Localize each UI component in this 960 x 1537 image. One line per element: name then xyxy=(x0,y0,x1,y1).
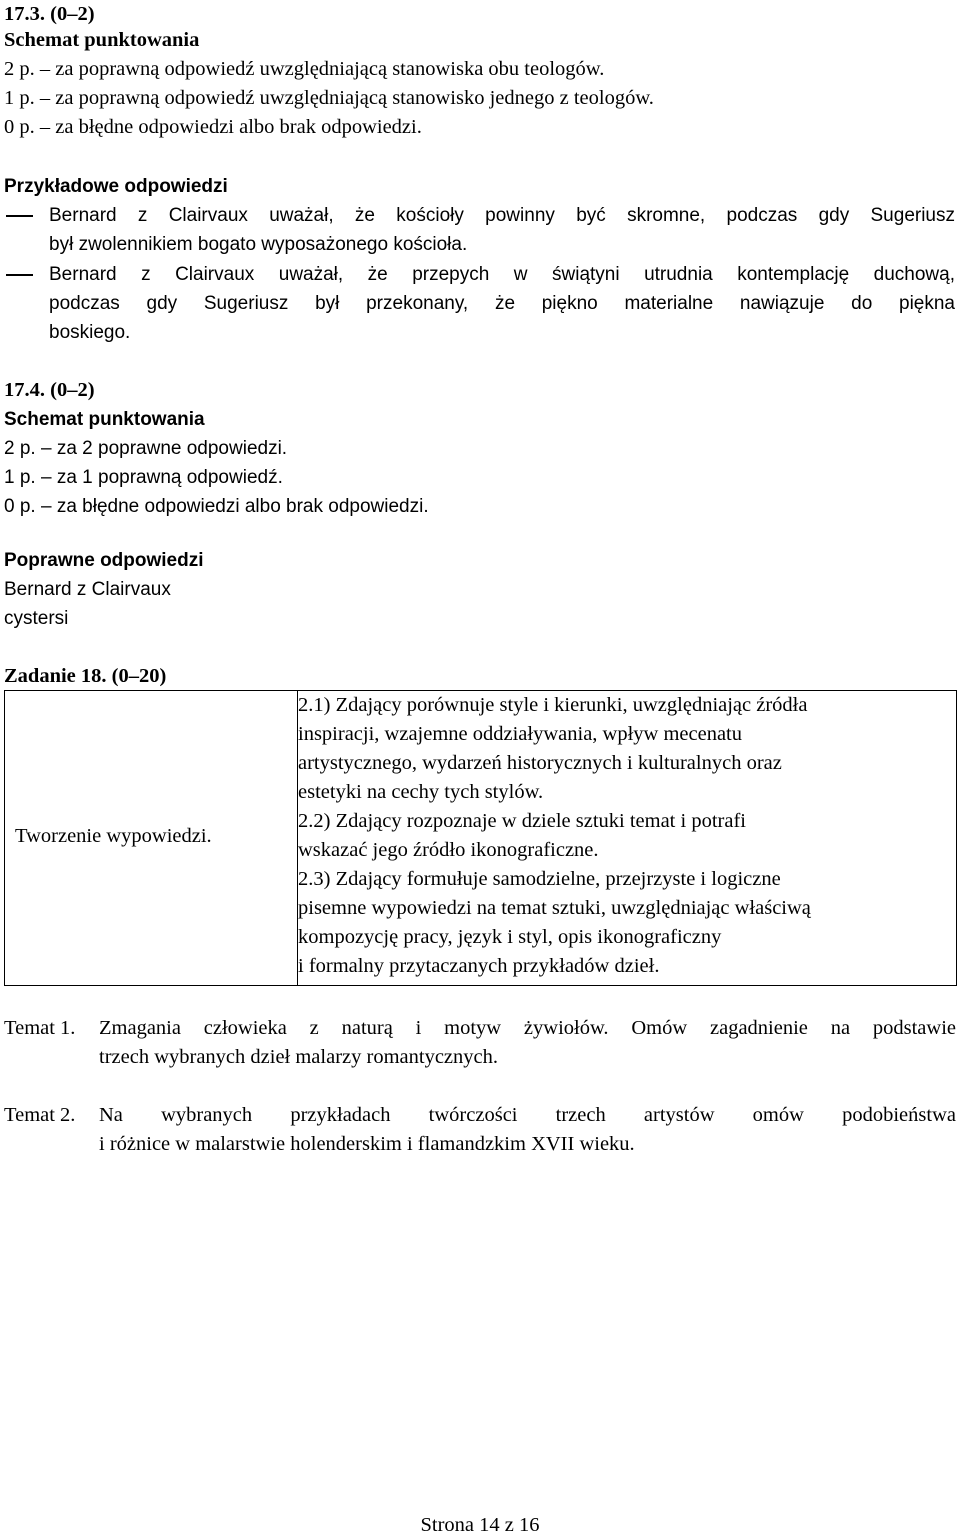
example1-line1: Bernard z Clairvaux uważał, że kościoły powinny być skromne, podczas gdy Sugeriusz xyxy=(49,205,955,226)
q173-examples-title: Przykładowe odpowiedzi xyxy=(4,176,228,197)
task18-left-text: Tworzenie wypowiedzi. xyxy=(15,825,212,847)
bullet-dash xyxy=(6,215,33,217)
q174-score-1: 1 p. – za 1 poprawną odpowiedź. xyxy=(4,467,283,488)
requirement-line: 2.3) Zdający formułuje samodzielne, przejrzyste i logiczne xyxy=(298,868,781,890)
requirement-line: 2.2) Zdający rozpoznaje w dziele sztuki temat i potrafi xyxy=(298,810,746,832)
q173-score-2: 2 p. – za poprawną odpowiedź uwzględniającą stanowiska obu teologów. xyxy=(4,58,605,80)
requirement-line: kompozycję pracy, język i styl, opis ikonograficzny xyxy=(298,926,722,948)
task18-left-cell xyxy=(5,691,298,986)
requirement-line: estetyki na cechy tych stylów. xyxy=(298,781,544,803)
example2-line1: Bernard z Clairvaux uważał, że przepych w świątyni utrudnia kontemplację duchową, xyxy=(49,264,955,285)
q174-answer-2: cystersi xyxy=(4,608,69,629)
requirement-line: wskazać jego źródło ikonograficzne. xyxy=(298,839,599,861)
q174-score-2: 2 p. – za 2 poprawne odpowiedzi. xyxy=(4,438,288,459)
requirement-line: artystycznego, wydarzeń historycznych i kulturalnych oraz xyxy=(298,752,782,774)
topic-2-label: Temat 2. xyxy=(4,1104,76,1126)
requirement-line: pisemne wypowiedzi na temat sztuki, uwzględniając właściwą xyxy=(298,897,811,919)
q174-score-0: 0 p. – za błędne odpowiedzi albo brak odpowiedzi. xyxy=(4,496,429,517)
q174-answers-title: Poprawne odpowiedzi xyxy=(4,550,204,571)
requirement-line: 2.1) Zdający porównuje style i kierunki, uwzględniając źródła xyxy=(298,694,808,716)
q173-scheme-title: Schemat punktowania xyxy=(4,29,200,51)
example2-line2: podczas gdy Sugeriusz był przekonany, że piękno materialne nawiązuje do piękna xyxy=(49,293,955,314)
q173-score-1: 1 p. – za poprawną odpowiedź uwzględniającą stanowisko jednego z teologów. xyxy=(4,87,654,109)
task18-table xyxy=(4,690,957,986)
bullet-dash xyxy=(6,274,33,276)
task18-heading: Zadanie 18. (0‒20) xyxy=(4,665,167,687)
example2-line3: boskiego. xyxy=(49,322,131,343)
topic-1-label: Temat 1. xyxy=(4,1017,76,1039)
topic-1-line2: trzech wybranych dzieł malarzy romantycznych. xyxy=(99,1046,498,1068)
example1-line2: był zwolennikiem bogato wyposażonego kościoła. xyxy=(49,234,468,255)
q174-scheme-title: Schemat punktowania xyxy=(4,409,205,430)
topic-1-line1: Zmagania człowieka z naturą i motyw żywiołów. Omów zagadnienie na podstawie xyxy=(99,1017,956,1039)
topic-2-line2: i różnice w malarstwie holenderskim i flamandzkim XVII wieku. xyxy=(99,1133,635,1155)
q173-score-0: 0 p. – za błędne odpowiedzi albo brak odpowiedzi. xyxy=(4,116,422,138)
topic-2-line1: Na wybranych przykładach twórczości trzech artystów omów podobieństwa xyxy=(99,1104,956,1126)
task18-right-cell xyxy=(298,691,957,986)
q174-answer-1: Bernard z Clairvaux xyxy=(4,579,171,600)
q174-heading: 17.4. (0‒2) xyxy=(4,379,95,401)
requirement-line: inspiracji, wzajemne oddziaływania, wpływ mecenatu xyxy=(298,723,743,745)
requirement-line: i formalny przytaczanych przykładów dzieł. xyxy=(298,955,660,977)
q173-heading: 17.3. (0‒2) xyxy=(4,3,95,25)
page-number: Strona 14 z 16 xyxy=(420,1514,540,1536)
